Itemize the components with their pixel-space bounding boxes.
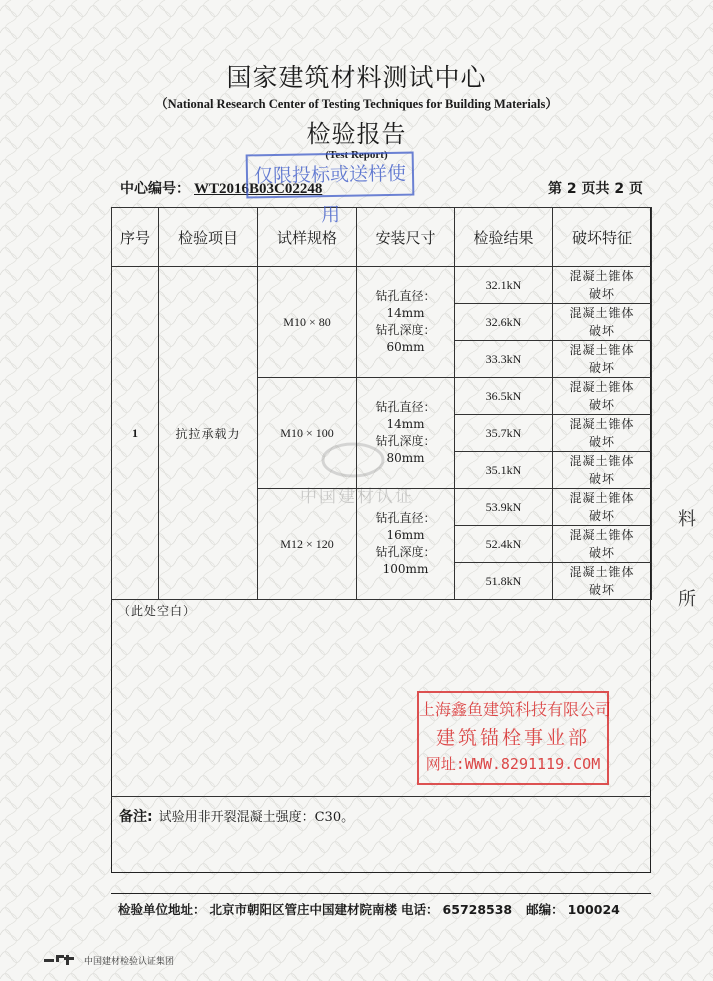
failure-line: 混凝土锥体 xyxy=(569,269,635,283)
company-stamp-line3: 网址:WWW.8291119.COM xyxy=(425,755,601,773)
mount-line: 钻孔深度： xyxy=(375,545,436,559)
result-cell: 36.5kN xyxy=(455,378,553,415)
result-cell: 32.1kN xyxy=(455,267,553,304)
mount-line: 钻孔直径： xyxy=(375,511,436,525)
zip: 100024 xyxy=(567,902,620,917)
failure-cell xyxy=(553,489,652,526)
header-seq: 序号 xyxy=(112,208,159,267)
failure-cell xyxy=(553,563,652,600)
mount-line: 14mm xyxy=(386,417,425,431)
report-title-en: (Test Report) xyxy=(325,149,388,161)
item-cell: 抗拉承载力 xyxy=(159,267,258,600)
failure-line: 破坏 xyxy=(588,546,615,560)
mount-cell xyxy=(357,489,455,600)
header-item: 检验项目 xyxy=(159,208,258,267)
center-number-label: 中心编号： xyxy=(120,181,190,197)
mount-line: 钻孔深度： xyxy=(375,434,436,448)
phone: 65728538 xyxy=(442,902,513,917)
result-cell: 53.9kN xyxy=(455,489,553,526)
address-label: 检验单位地址： xyxy=(118,902,206,917)
phone-label: 电话： xyxy=(401,902,439,917)
center-number-value: WT2016B03C02248 xyxy=(194,181,323,197)
result-cell: 52.4kN xyxy=(455,526,553,563)
failure-line: 破坏 xyxy=(588,324,615,338)
remarks-divider xyxy=(111,796,651,797)
result-cell: 35.7kN xyxy=(455,415,553,452)
mount-cell xyxy=(357,267,455,378)
mount-cell xyxy=(357,378,455,489)
result-cell: 51.8kN xyxy=(455,563,553,600)
mount-line: 钻孔深度： xyxy=(375,323,436,337)
spec-cell: M10 × 80 xyxy=(258,267,357,378)
failure-line: 破坏 xyxy=(588,287,615,301)
header-mount: 安装尺寸 xyxy=(357,208,455,267)
mount-line: 钻孔直径： xyxy=(375,289,436,303)
ctc-logo-icon xyxy=(44,952,78,966)
remarks xyxy=(119,806,354,826)
watermark: 中国建材认证 xyxy=(300,487,414,507)
failure-line: 混凝土锥体 xyxy=(569,528,635,542)
logo-text: 中国建材检验认证集团 xyxy=(84,957,175,967)
footer-divider xyxy=(111,893,651,894)
company-stamp xyxy=(417,691,612,785)
address: 北京市朝阳区管庄中国建材院南楼 xyxy=(209,902,398,917)
result-cell: 33.3kN xyxy=(455,341,553,378)
header-failure: 破坏特征 xyxy=(553,208,652,267)
failure-line: 混凝土锥体 xyxy=(569,380,635,394)
company-stamp-line2: 建筑锚栓事业部 xyxy=(435,727,590,749)
spec-cell: M12 × 120 xyxy=(258,489,357,600)
footer-address xyxy=(118,900,624,918)
remarks-label: 备注: xyxy=(119,809,153,825)
mount-line: 16mm xyxy=(386,528,425,542)
spec-cell: M10 × 100 xyxy=(258,378,357,489)
header-result: 检验结果 xyxy=(455,208,553,267)
side-seal-char: 料 xyxy=(678,509,696,530)
failure-line: 破坏 xyxy=(588,583,615,597)
failure-line: 破坏 xyxy=(588,435,615,449)
remarks-text: 试验用非开裂混凝土强度：C30。 xyxy=(158,810,355,825)
failure-line: 破坏 xyxy=(588,472,615,486)
page-title: 国家建筑材料测试中心 xyxy=(226,63,487,92)
failure-line: 混凝土锥体 xyxy=(569,491,635,505)
failure-line: 混凝土锥体 xyxy=(569,306,635,320)
header-spec: 试样规格 xyxy=(258,208,357,267)
mount-line: 钻孔直径： xyxy=(375,400,436,414)
failure-cell xyxy=(553,415,652,452)
mount-line: 80mm xyxy=(386,451,425,465)
failure-line: 混凝土锥体 xyxy=(569,417,635,431)
page-subtitle-en: （National Research Center of Testing Techniques for Building Materials） xyxy=(155,97,558,111)
failure-line: 混凝土锥体 xyxy=(569,343,635,357)
failure-line: 破坏 xyxy=(588,509,615,523)
result-cell: 32.6kN xyxy=(455,304,553,341)
blank-note: （此处空白） xyxy=(118,604,197,618)
failure-cell xyxy=(553,526,652,563)
failure-cell xyxy=(553,267,652,304)
failure-cell xyxy=(553,341,652,378)
restricted-use-stamp: 仅限投标或送样使用 xyxy=(246,152,415,199)
failure-line: 破坏 xyxy=(588,398,615,412)
report-title: 检验报告 xyxy=(306,120,407,148)
failure-line: 混凝土锥体 xyxy=(569,454,635,468)
zip-label: 邮编： xyxy=(526,902,564,917)
page-info: 第 2 页共 2 页 xyxy=(548,181,643,197)
seq-cell: 1 xyxy=(112,267,159,600)
failure-cell xyxy=(553,378,652,415)
failure-cell xyxy=(553,304,652,341)
side-seal-char: 所 xyxy=(678,589,696,610)
table-header-row xyxy=(112,208,652,267)
mount-line: 60mm xyxy=(386,340,425,354)
company-stamp-line1: 上海鑫鱼建筑科技有限公司 xyxy=(419,700,612,719)
mount-line: 14mm xyxy=(386,306,425,320)
failure-line: 混凝土锥体 xyxy=(569,565,635,579)
mount-line: 100mm xyxy=(382,562,429,576)
table-row xyxy=(112,267,652,304)
side-seal-fragment xyxy=(672,500,702,620)
failure-cell xyxy=(553,452,652,489)
result-cell: 35.1kN xyxy=(455,452,553,489)
failure-line: 破坏 xyxy=(588,361,615,375)
results-table xyxy=(111,207,652,600)
